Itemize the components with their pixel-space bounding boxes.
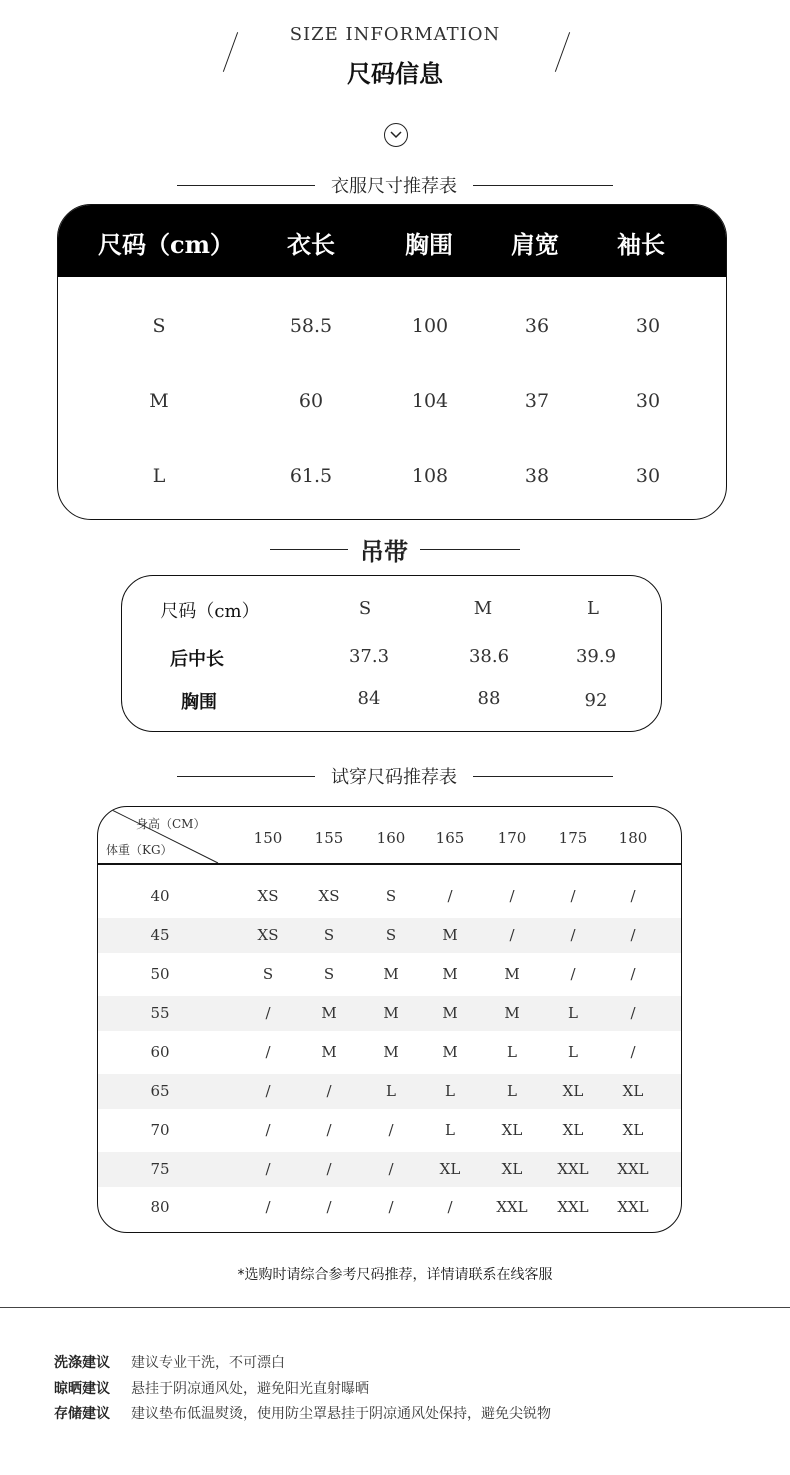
corner-weight-label: 体重（KG）	[106, 843, 173, 857]
fit-size-cell: XXL	[496, 1198, 528, 1216]
size-table-size-cell: S	[152, 315, 166, 337]
size-table-value-cell: 100	[411, 315, 449, 337]
fit-size-cell: /	[630, 1004, 636, 1022]
fit-size-cell: /	[326, 1198, 332, 1216]
size-table-value-cell: 36	[524, 315, 550, 337]
fit-size-cell: XXL	[557, 1198, 589, 1216]
fit-size-cell: XL	[622, 1082, 644, 1100]
strap-table-title: 吊带	[360, 537, 408, 566]
fit-size-cell: L	[568, 1004, 578, 1022]
fit-size-cell: M	[442, 1043, 458, 1061]
strap-table	[121, 575, 662, 732]
fit-size-cell: M	[383, 1043, 399, 1061]
fit-size-cell: /	[570, 926, 576, 944]
size-table-value-cell: 61.5	[289, 465, 333, 487]
strap-cell: 37.3	[348, 646, 390, 667]
fit-size-cell: /	[447, 1198, 453, 1216]
care-value: 悬挂于阴凉通风处，避免阳光直射曝晒	[131, 1381, 369, 1397]
size-table-header-cell: 衣长	[287, 230, 335, 259]
fit-size-cell: /	[326, 1082, 332, 1100]
care-value: 建议专业干洗，不可漂白	[131, 1355, 285, 1371]
fit-weight-cell: 60	[150, 1043, 170, 1061]
fit-table-row	[98, 1074, 681, 1109]
strap-table-heading	[0, 532, 790, 567]
strap-cell: 88	[477, 688, 501, 709]
strap-row-label: 后中长	[170, 649, 224, 670]
fit-height-header: 165	[435, 829, 465, 847]
fit-height-header: 170	[497, 829, 527, 847]
header-en-title: SIZE INFORMATION	[289, 24, 501, 45]
fit-size-cell: /	[630, 1043, 636, 1061]
fit-size-cell: L	[507, 1082, 517, 1100]
fit-size-cell: XL	[501, 1121, 523, 1139]
care-key: 存储建议	[54, 1406, 110, 1422]
fit-size-cell: /	[265, 1160, 271, 1178]
fit-size-cell: S	[323, 926, 335, 944]
fit-size-cell: /	[509, 887, 515, 905]
section-divider	[0, 1307, 790, 1308]
care-item	[54, 1378, 369, 1398]
size-table-header-cell: 尺码（cm）	[97, 230, 234, 259]
chevron-down-circle-icon[interactable]	[384, 123, 408, 147]
fit-size-cell: /	[630, 926, 636, 944]
fit-size-cell: XXL	[557, 1160, 589, 1178]
size-table-size-cell: M	[149, 390, 169, 412]
fit-size-cell: XS	[257, 926, 279, 944]
fit-size-cell: /	[388, 1160, 394, 1178]
care-value: 建议垫布低温熨烫，使用防尘罩悬挂于阴凉通风处保持，避免尖锐物	[131, 1406, 551, 1422]
fit-size-cell: M	[442, 926, 458, 944]
fit-size-cell: /	[265, 1121, 271, 1139]
size-table-value-cell: 38	[524, 465, 550, 487]
fit-table-row	[98, 918, 681, 953]
fit-table	[97, 806, 682, 1233]
size-table-value-cell: 104	[411, 390, 449, 412]
fit-table-header-divider	[98, 863, 681, 865]
care-item	[54, 1403, 551, 1423]
size-table-value-cell: 30	[635, 390, 661, 412]
fit-size-cell: /	[326, 1160, 332, 1178]
fit-table-heading	[0, 763, 790, 789]
fit-size-cell: XXL	[617, 1198, 649, 1216]
fit-table-row	[98, 1035, 681, 1070]
fit-size-cell: M	[442, 1004, 458, 1022]
size-table-size-cell: L	[152, 465, 166, 487]
fit-size-cell: /	[265, 1004, 271, 1022]
fit-size-cell: XS	[318, 887, 340, 905]
fit-size-cell: XL	[562, 1082, 584, 1100]
strap-size-label: S	[358, 598, 372, 619]
fit-table-row	[98, 957, 681, 992]
care-item	[54, 1352, 285, 1372]
fit-size-cell: S	[385, 887, 397, 905]
fit-height-header: 150	[253, 829, 283, 847]
fit-size-cell: M	[321, 1043, 337, 1061]
size-table-value-cell: 37	[524, 390, 550, 412]
size-table-header-cell: 袖长	[617, 230, 665, 259]
fit-weight-cell: 50	[150, 965, 170, 983]
size-table	[57, 204, 727, 520]
fit-size-cell: /	[630, 887, 636, 905]
fit-size-cell: M	[504, 1004, 520, 1022]
fit-size-cell: L	[568, 1043, 578, 1061]
fit-size-cell: /	[570, 887, 576, 905]
fit-weight-cell: 45	[150, 926, 170, 944]
fit-weight-cell: 70	[150, 1121, 170, 1139]
fit-size-cell: /	[447, 887, 453, 905]
fit-size-cell: XL	[439, 1160, 461, 1178]
size-advice-note: *选购时请综合参考尺码推荐，详情请联系在线客服	[237, 1267, 553, 1283]
strap-cell: 92	[584, 690, 608, 711]
fit-size-cell: L	[445, 1082, 455, 1100]
size-table-header-cell: 肩宽	[511, 230, 559, 259]
strap-size-label: L	[587, 598, 599, 619]
fit-height-header: 160	[376, 829, 406, 847]
fit-size-cell: XS	[257, 887, 279, 905]
fit-size-cell: XXL	[617, 1160, 649, 1178]
care-key: 洗涤建议	[54, 1355, 110, 1371]
size-table-header-cell: 胸围	[405, 230, 453, 259]
fit-size-cell: /	[509, 926, 515, 944]
fit-table-row	[98, 996, 681, 1031]
fit-height-header: 155	[314, 829, 344, 847]
size-table-value-cell: 58.5	[289, 315, 333, 337]
fit-size-cell: /	[388, 1121, 394, 1139]
care-key: 晾晒建议	[54, 1381, 110, 1397]
fit-size-cell: /	[265, 1198, 271, 1216]
fit-size-cell: /	[265, 1043, 271, 1061]
fit-size-cell: L	[507, 1043, 517, 1061]
size-table-value-cell: 30	[635, 315, 661, 337]
fit-table-row	[98, 1190, 681, 1225]
fit-size-cell: S	[385, 926, 397, 944]
fit-size-cell: XL	[562, 1121, 584, 1139]
size-table-value-cell: 30	[635, 465, 661, 487]
fit-size-cell: S	[262, 965, 274, 983]
fit-size-cell: S	[323, 965, 335, 983]
fit-size-cell: /	[265, 1082, 271, 1100]
strap-size-label: M	[473, 598, 493, 619]
fit-weight-cell: 40	[150, 887, 170, 905]
fit-table-row	[98, 879, 681, 914]
size-table-value-cell: 108	[411, 465, 449, 487]
fit-size-cell: M	[383, 1004, 399, 1022]
page-title: 尺码信息	[347, 59, 443, 88]
fit-size-cell: M	[504, 965, 520, 983]
fit-size-cell: XL	[501, 1160, 523, 1178]
fit-size-cell: XL	[622, 1121, 644, 1139]
fit-height-header: 180	[618, 829, 648, 847]
fit-size-cell: L	[445, 1121, 455, 1139]
fit-size-cell: /	[630, 965, 636, 983]
corner-height-label: 身高（CM）	[136, 817, 206, 831]
fit-weight-cell: 80	[150, 1198, 170, 1216]
size-table-header	[58, 205, 726, 277]
fit-size-cell: /	[326, 1121, 332, 1139]
strap-cell: 84	[357, 688, 381, 709]
fit-table-row	[98, 1113, 681, 1148]
fit-size-cell: M	[383, 965, 399, 983]
strap-header-label: 尺码（cm）	[160, 601, 260, 622]
fit-table-row	[98, 1152, 681, 1187]
size-table-value-cell: 60	[298, 390, 324, 412]
size-table-heading	[0, 172, 790, 198]
fit-table-title: 试穿尺码推荐表	[331, 767, 457, 788]
strap-cell: 39.9	[575, 646, 617, 667]
size-table-title: 衣服尺寸推荐表	[331, 176, 457, 197]
strap-cell: 38.6	[468, 646, 510, 667]
fit-weight-cell: 75	[150, 1160, 170, 1178]
fit-size-cell: M	[321, 1004, 337, 1022]
fit-height-header: 175	[558, 829, 588, 847]
fit-size-cell: /	[388, 1198, 394, 1216]
fit-weight-cell: 65	[150, 1082, 170, 1100]
fit-size-cell: /	[570, 965, 576, 983]
strap-row-label: 胸围	[181, 692, 217, 713]
fit-weight-cell: 55	[150, 1004, 170, 1022]
fit-size-cell: M	[442, 965, 458, 983]
fit-size-cell: L	[386, 1082, 396, 1100]
